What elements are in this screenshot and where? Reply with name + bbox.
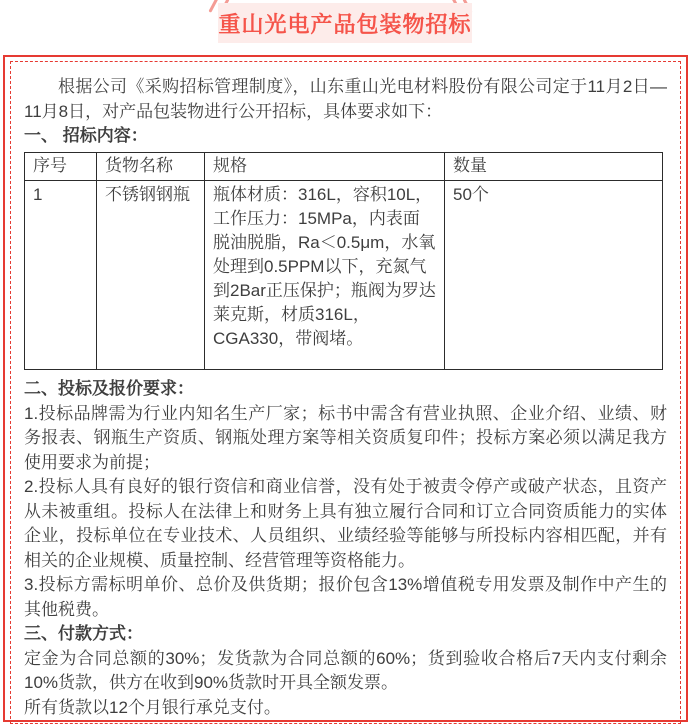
payment-paragraph-1: 定金为合同总额的30%；发货款为合同总额的60%；货到验收合格后7天内支付剩余10%货款，供方在收到90%货款时开具全额发票。 xyxy=(24,648,667,692)
requirement-paragraph-1: 1.投标品牌需为行业内知名生产厂家；标书中需含有营业执照、企业介绍、业绩、财务报表、钢瓶生产资质、钢瓶处理方案等相关资质复印件；投标方案必须以满足我方使用要求为前提； xyxy=(24,403,667,472)
cell-specification: 瓶体材质：316L，容积10L，工作压力：15MPa，内表面脱油脱脂，Ra＜0.5μm，水氧处理到0.5PPM以下，充氮气到2Bar正压保护；瓶阀为罗达莱克斯，材质316L，CGA330，带阀堵。 xyxy=(205,181,445,370)
header-cell-spec: 规格 xyxy=(205,152,445,181)
cell-goods-name: 不锈钢钢瓶 xyxy=(97,181,205,370)
section-3-heading: 三、付款方式： xyxy=(24,624,143,643)
requirement-paragraph-2: 2.投标人具有良好的银行资信和商业信誉，没有处于被责令停产或破产状态，且资产从未被重组。投标人在法律上和财务上具有独立履行合同和订立合同资质能力的实体企业，投标单位在专业技术、人员组织、业绩经验等能够与所投标内容相匹配，并有相关的企业规模、质量控制、经营管理等资格能力。 xyxy=(24,477,667,570)
table-header-row xyxy=(25,152,663,181)
intro-paragraph: 根据公司《采购招标管理制度》，山东重山光电材料股份有限公司定于11月2日—11月8日，对产品包装物进行公开招标，具体要求如下： xyxy=(24,77,667,121)
dashed-inner-frame xyxy=(10,61,681,724)
document-body xyxy=(24,75,667,720)
cell-serial-no: 1 xyxy=(25,181,97,370)
header-cell-name: 货物名称 xyxy=(97,152,205,181)
cell-quantity: 50个 xyxy=(445,181,663,370)
payment-paragraph-2: 所有货款以12个月银行承兑支付。 xyxy=(24,697,281,717)
header-cell-no: 序号 xyxy=(25,152,97,181)
header-cell-qty: 数量 xyxy=(445,152,663,181)
page-title-banner xyxy=(218,3,472,43)
document-frame xyxy=(3,55,688,722)
section-1-heading: 一、 招标内容： xyxy=(24,126,148,145)
section-2-heading: 二、投标及报价要求： xyxy=(24,379,194,398)
tender-items-table xyxy=(24,152,663,371)
page-title: 重山光电产品包装物招标 xyxy=(218,11,472,37)
table-row xyxy=(25,181,663,370)
requirement-paragraph-3: 3.投标方需标明单价、总价及供货期；报价包含13%增值税专用发票及制作中产生的其他税费。 xyxy=(24,575,667,619)
